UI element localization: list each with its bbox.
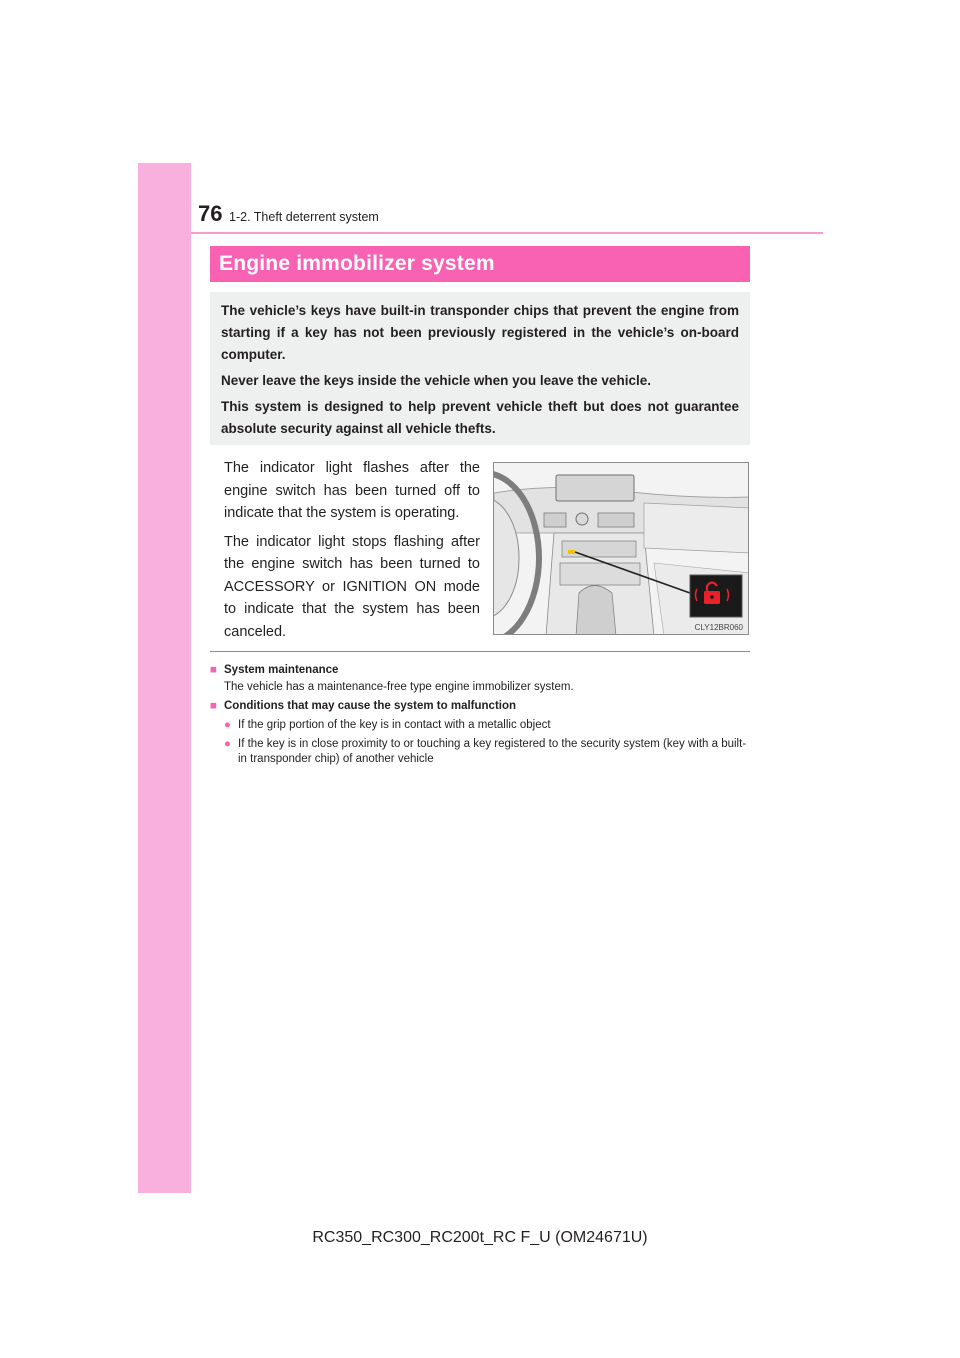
note-heading: [210, 699, 750, 714]
list-item-text: If the key is in close proximity to or touching a key registered to the security system (key with a built-in transponder chip) of another vehicle: [238, 738, 747, 765]
note-heading-text: Conditions that may cause the system to malfunction: [224, 700, 517, 712]
dashboard-illustration: [493, 462, 749, 635]
note-body: The vehicle has a maintenance-free type engine immobilizer system.: [224, 681, 574, 693]
header-rule: [191, 232, 823, 234]
intro-paragraph: The vehicle’s keys have built-in transponder chips that prevent the engine from starting if a key has not been previously registered in the vehicle’s on-board computer.: [221, 303, 739, 362]
page-number: 76: [198, 201, 223, 226]
figure-code: CLY12BR060: [694, 623, 743, 632]
section-title: Engine immobilizer system: [210, 246, 750, 282]
page-footer: RC350_RC300_RC200t_RC F_U (OM24671U): [312, 1229, 648, 1246]
square-bullet-icon: ■: [210, 700, 217, 712]
list-item-text: If the grip portion of the key is in contact with a metallic object: [238, 719, 551, 731]
list-item: [210, 718, 750, 733]
note-heading-text: System maintenance: [224, 664, 339, 676]
intro-box: [210, 292, 750, 445]
intro-paragraph: Never leave the keys inside the vehicle when you leave the vehicle.: [221, 373, 651, 388]
running-header: 1-2. Theft deterrent system: [229, 210, 379, 224]
square-bullet-icon: ■: [210, 664, 217, 676]
notes-section: [210, 660, 750, 771]
circle-bullet-icon: ●: [224, 738, 231, 750]
note-heading: [210, 663, 750, 678]
circle-bullet-icon: ●: [224, 719, 231, 731]
body-text: [224, 457, 480, 649]
intro-paragraph: This system is designed to help prevent vehicle theft but does not guarantee absolute security against all vehicle thefts.: [221, 399, 739, 436]
dashboard-drawing: [494, 463, 749, 635]
notes-divider: [210, 651, 750, 652]
list-item: [210, 737, 750, 767]
chapter-side-tab: [138, 163, 191, 1193]
body-paragraph: The indicator light flashes after the engine switch has been turned off to indicate that the system is operating.: [224, 460, 480, 521]
body-paragraph: The indicator light stops flashing after the engine switch has been turned to ACCESSORY or IGNITION ON mode to indicate that the system has been canceled.: [224, 533, 480, 640]
